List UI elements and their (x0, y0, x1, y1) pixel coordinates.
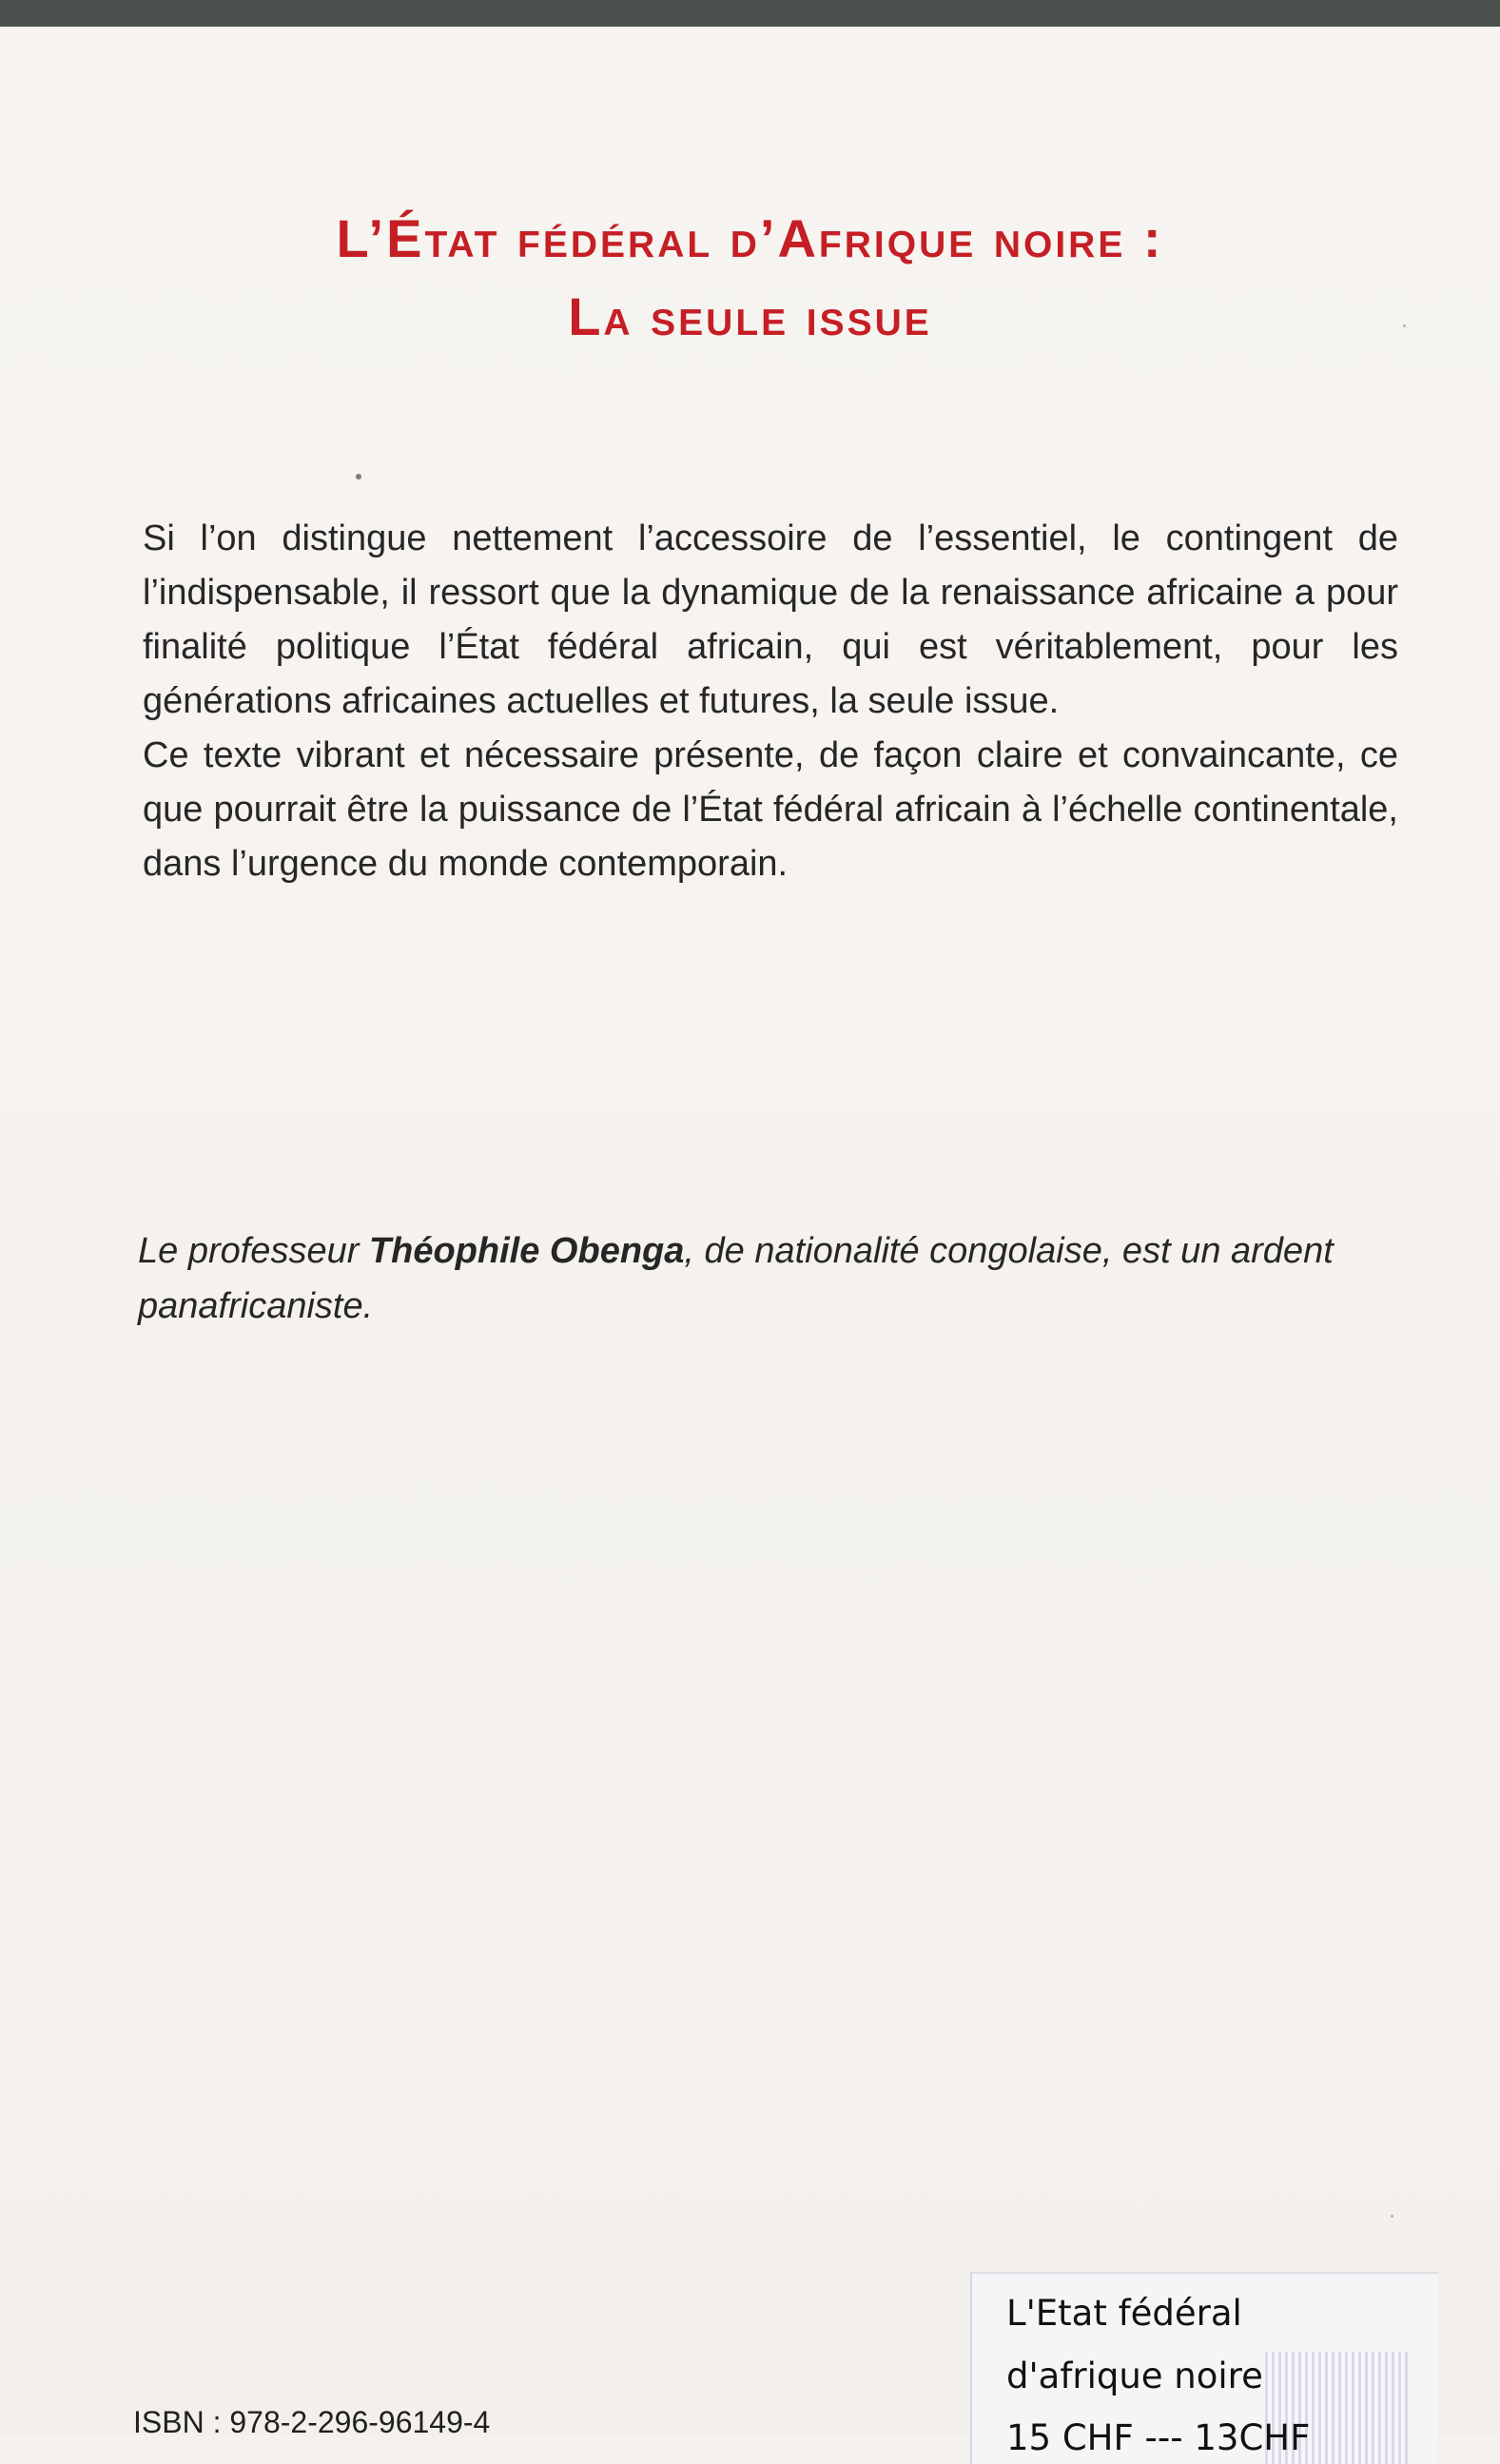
price-sticker-line-1: L'Etat fédéral (1006, 2293, 1242, 2334)
price-sticker-line-3: 15 CHF --- 13CHF (1006, 2417, 1311, 2458)
author-note-suffix: , de nationalité congolaise, est un ardent panafricaniste. (138, 1231, 1334, 1326)
book-back-cover (0, 27, 1500, 2458)
blurb-paragraph-1: Si l’on distingue nettement l’accessoire de l’essentiel, le contingent de l’indispensable, il ressort que la dynamique de la renaissance africaine a pour finalité politique l’État fédéral africain, qui est véritablement, pour les générations africaines actuelles et futures, la seule issue. (143, 518, 1398, 721)
author-name: Théophile Obenga (368, 1231, 685, 1271)
title-line-2: La seule issue (568, 286, 932, 346)
price-sticker-line-2: d'afrique noire (1006, 2356, 1263, 2396)
back-cover-blurb (143, 512, 1398, 891)
paper-speck (1403, 324, 1406, 327)
title-line-1: L’État fédéral d’Afrique noire : (336, 208, 1164, 268)
blurb-paragraph-2: Ce texte vibrant et nécessaire présente, de façon claire et convaincante, ce que pourrait être la puissance de l’État fédéral africain à l’échelle continentale, dans l’urgence du monde contemporain. (143, 735, 1398, 884)
author-note-prefix: Le professeur (138, 1231, 369, 1271)
paper-speck (356, 474, 361, 479)
author-note (138, 1223, 1403, 1334)
paper-speck (1391, 2215, 1393, 2218)
isbn-text: ISBN : 978-2-296-96149-4 (133, 2405, 491, 2439)
top-edge-strip (0, 0, 1500, 27)
